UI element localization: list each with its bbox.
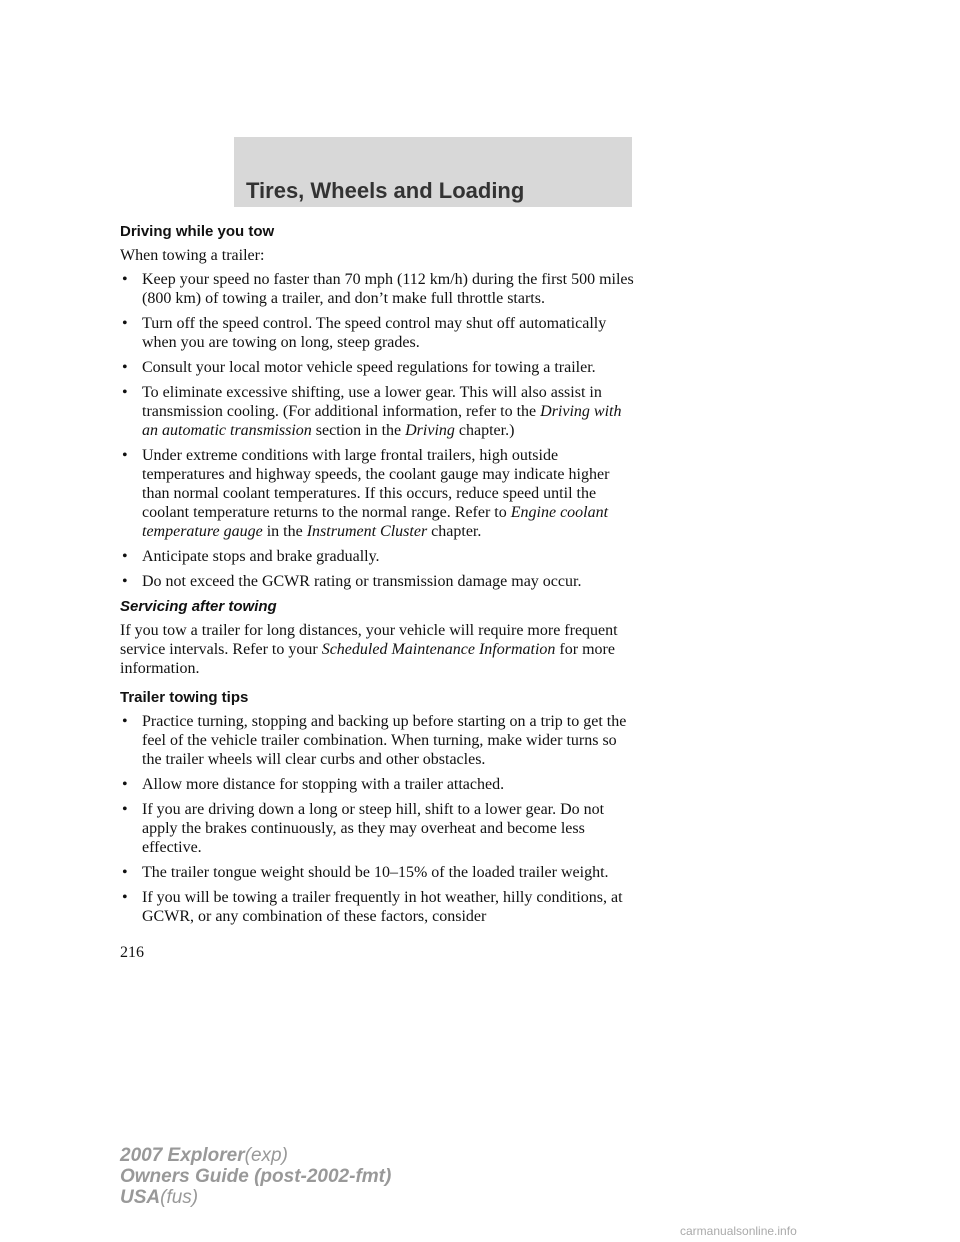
list-item: • Do not exceed the GCWR rating or transmission damage may occur. (122, 573, 582, 590)
bullet-icon: • (122, 801, 128, 818)
list-item: • Turn off the speed control. The speed control may shut off automatically when you are towing on long, steep grades. (122, 315, 607, 351)
list-item: • If you will be towing a trailer frequently in hot weather, hilly conditions, at GCWR, or any combination of these factors, consider (122, 889, 623, 925)
list-item: • Allow more distance for stopping with a trailer attached. (122, 776, 505, 793)
document-footer (120, 1145, 391, 1208)
bullet-icon: • (122, 447, 128, 464)
bullet-icon: • (122, 889, 128, 906)
bullet-icon: • (122, 271, 128, 288)
page-number: 216 (120, 944, 144, 961)
bullet-icon: • (122, 573, 128, 590)
bullet-icon: • (122, 864, 128, 881)
bullet-icon: • (122, 776, 128, 793)
list-item: • Anticipate stops and brake gradually. (122, 548, 380, 565)
page-content (120, 222, 640, 932)
list-item: • If you are driving down a long or steep hill, shift to a lower gear. Do not apply the brakes continuously, as they may overheat and become less effective. (122, 801, 605, 856)
servicing-paragraph: If you tow a trailer for long distances, your vehicle will require more frequent service intervals. Refer to your Scheduled Maintenance Information for more information. (120, 622, 618, 677)
bullet-icon: • (122, 315, 128, 332)
watermark: carmanualsonline.info (680, 1224, 797, 1238)
bullet-icon: • (122, 713, 128, 730)
list-item: • Practice turning, stopping and backing up before starting on a trip to get the feel of the vehicle trailer combination. When turning, make wider turns so the trailer wheels will clear curbs and other obstacles. (122, 713, 627, 768)
towing-bullet-list (120, 270, 640, 591)
bullet-icon: • (122, 384, 128, 401)
section-intro: When towing a trailer: (120, 247, 265, 264)
footer-line: Owners Guide (post-2002-fmt) (120, 1166, 392, 1187)
chapter-title: Tires, Wheels and Loading (246, 178, 525, 203)
footer-line: USA(fus) (120, 1187, 199, 1208)
cross-reference: Scheduled Maintenance Information (321, 641, 556, 658)
list-item: • Under extreme conditions with large frontal trailers, high outside temperatures and highway speeds, the coolant gauge may indicate higher than normal coolant temperatures. If this occurs, reduce speed until the coolant temperature returns to the normal range. Refer to Engine coolant temperature gauge in the Instrument Cluster chapter. (122, 447, 610, 540)
section-heading-trailer-towing-tips: Trailer towing tips (120, 689, 249, 706)
list-item: • Keep your speed no faster than 70 mph (112 km/h) during the first 500 miles (800 km) of towing a trailer, and don’t make full throttle starts. (122, 271, 634, 307)
bullet-icon: • (122, 548, 128, 565)
list-item: • The trailer tongue weight should be 10–15% of the loaded trailer weight. (122, 864, 609, 881)
section-heading-driving-while-you-tow: Driving while you tow (120, 223, 275, 240)
tips-bullet-list (120, 712, 640, 926)
list-item: • Consult your local motor vehicle speed regulations for towing a trailer. (122, 359, 596, 376)
footer-line: 2007 Explorer(exp) (120, 1145, 288, 1166)
cross-reference: Instrument Cluster (306, 523, 428, 540)
cross-reference: Driving with an automatic transmission (142, 403, 622, 439)
section-heading-servicing-after-towing: Servicing after towing (120, 598, 277, 615)
cross-reference: Driving (405, 422, 455, 439)
bullet-icon: • (122, 359, 128, 376)
list-item: • To eliminate excessive shifting, use a lower gear. This will also assist in transmission cooling. (For additional information, refer to the Driving with an automatic transmission section in the Driving chapter.) (122, 384, 622, 439)
cross-reference: Engine coolant temperature gauge (142, 504, 609, 540)
